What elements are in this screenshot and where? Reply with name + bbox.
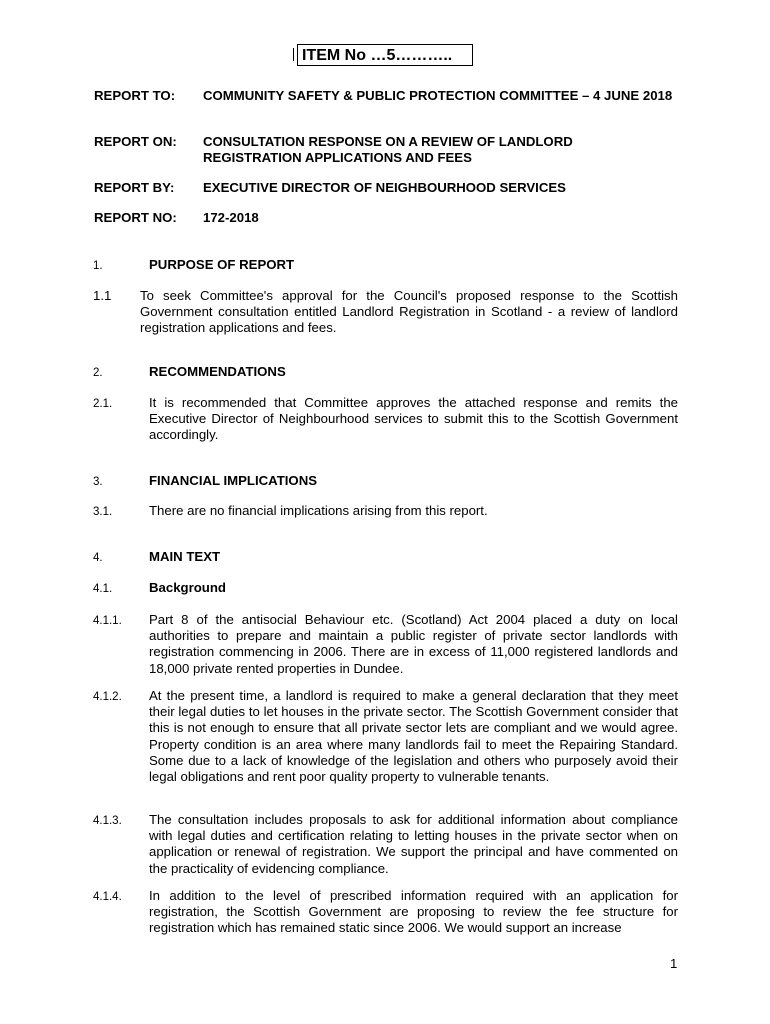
section-heading-purpose: PURPOSE OF REPORT <box>149 257 295 272</box>
report-no-value: 172-2018 <box>203 210 259 225</box>
report-on-value: CONSULTATION RESPONSE ON A REVIEW OF LANDLORD REGISTRATION APPLICATIONS AND FEES <box>203 134 573 165</box>
subsection-number: 4.1. <box>93 583 113 595</box>
section-number: 2. <box>93 367 103 379</box>
report-no-label: REPORT NO: <box>94 210 177 225</box>
paragraph-4-1-1: Part 8 of the antisocial Behaviour etc. (Scotland) Act 2004 placed a duty on local authorities to prepare and maintain a public register of private sector landlords with registration commencing in 2006. There are in excess of 11,000 registered landlords and 18,000 private rented properties in Dundee. <box>149 612 678 676</box>
paragraph-number: 2.1. <box>93 398 113 410</box>
section-heading-financial: FINANCIAL IMPLICATIONS <box>149 473 318 488</box>
paragraph-3-1: There are no financial implications arising from this report. <box>149 503 488 518</box>
paragraph-number: 4.1.3. <box>93 815 122 827</box>
paragraph-4-1-2: At the present time, a landlord is required to make a general declaration that they meet their legal duties to let houses in the private sector. The Scottish Government consider that this is not enough to ensure that all private sector lets are compliant and we would agree. Property condition is an area where many landlords fail to meet the Repairing Standard. Some due to a lack of knowledge of the legislation and others who purposely avoid their legal obligations and rent poor quality property to vulnerable tenants. <box>149 688 678 785</box>
section-number: 1. <box>93 260 103 272</box>
section-number: 4. <box>93 552 103 564</box>
paragraph-number: 3.1. <box>93 506 113 518</box>
report-by-label: REPORT BY: <box>94 180 175 195</box>
paragraph-4-1-3: The consultation includes proposals to ask for additional information about compliance with legal duties and certification relating to letting houses in the private sector when on application or renewal of registration. We support the principal and have commented on the practicality of evidencing compliance. <box>149 812 678 876</box>
paragraph-1-1: To seek Committee's approval for the Council's proposed response to the Scottish Government consultation entitled Landlord Registration in Scotland - a review of landlord registration applications and fees. <box>140 288 678 336</box>
report-by-value: EXECUTIVE DIRECTOR OF NEIGHBOURHOOD SERVICES <box>203 180 566 195</box>
paragraph-number: 4.1.1. <box>93 615 122 627</box>
paragraph-4-1-4: In addition to the level of prescribed information required with an application for registration, the Scottish Government are proposing to review the fee structure for registration which has remained static since 2006. We would support an increase <box>149 888 678 936</box>
section-heading-main-text: MAIN TEXT <box>149 549 221 564</box>
page-number: 1 <box>670 956 678 971</box>
report-on-label: REPORT ON: <box>94 134 177 149</box>
paragraph-number: 4.1.4. <box>93 891 122 903</box>
section-heading-recommendations: RECOMMENDATIONS <box>149 364 286 379</box>
subsection-heading-background: Background <box>149 580 226 595</box>
item-number-box: ITEM No …5……….. <box>297 44 473 66</box>
paragraph-number: 1.1 <box>93 288 112 303</box>
report-to-label: REPORT TO: <box>94 88 176 103</box>
report-to-value: COMMUNITY SAFETY & PUBLIC PROTECTION COMMITTEE – 4 JUNE 2018 <box>203 88 673 103</box>
item-marker <box>293 48 294 61</box>
paragraph-number: 4.1.2. <box>93 691 122 703</box>
paragraph-2-1: It is recommended that Committee approves the attached response and remits the Executive Director of Neighbourhood services to submit this to the Scottish Government accordingly. <box>149 395 678 443</box>
section-number: 3. <box>93 476 103 488</box>
